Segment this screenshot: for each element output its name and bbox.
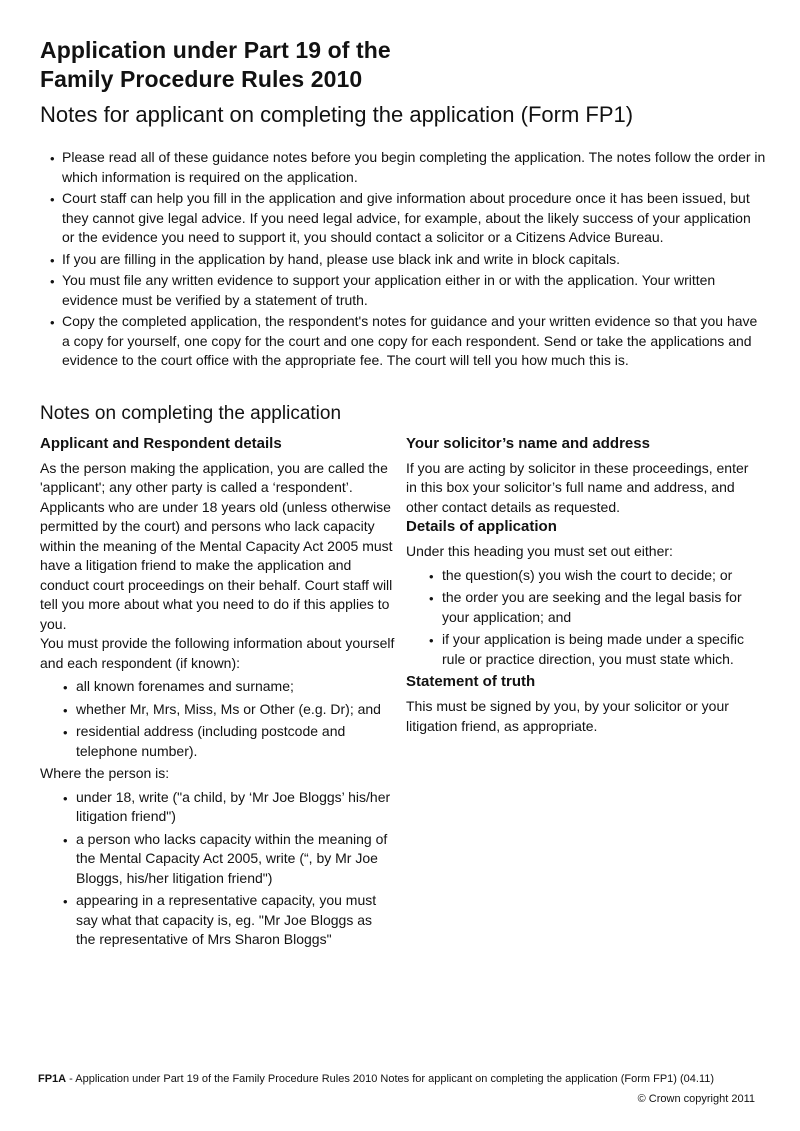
provide-info-item [63,722,395,761]
right-column [406,434,761,953]
provide-info-item [63,700,395,720]
statement-of-truth-heading: Statement of truth [406,673,536,690]
intro-note-text: Copy the completed application, the respondent's notes for guidance and your written evidence so that you have a copy for yourself, one copy for the court and one copy for each respondent. Send or take the applications and evidence to the court office with the appropriate fee. The court will tell you how much this is. [62,313,758,368]
where-person-text: appearing in a representative capacity, you must say what that capacity is, eg. "Mr Joe Bloggs as the representative of Mrs Sharon Bloggs" [76,892,377,947]
intro-note-text: You must file any written evidence to support your application either in or with the application. Your written evidence must be verified by a statement of truth. [62,272,716,308]
where-person-text: a person who lacks capacity within the meaning of the Mental Capacity Act 2005, write (“, by Mr Joe Bloggs, his/her litigation friend") [76,830,388,886]
intro-note-item [40,271,766,310]
page-subtitle: Notes for applicant on completing the application (Form FP1) [40,102,634,127]
details-item [429,630,761,669]
where-person-item [63,891,395,950]
solicitor-paragraph: If you are acting by solicitor in these proceedings, enter in this box your solicitor’s full name and address, and other contact details as requested. [406,459,749,515]
details-of-application-heading: Details of application [406,518,557,535]
details-item-text: if your application is being made under a specific rule or practice direction, you must state which. [442,631,744,667]
applicant-respondent-paragraph: As the person making the application, you are called the 'applicant'; any other party is called a ‘respondent’. Applicants who are under 18 years old (unless otherwise permitted by the court) and persons who lack capacity within the meaning of the Mental Capacity Act 2005 must have a litigation friend to make the application and conduct court proceedings on their behalf. Court staff will tell you more about what you need to do if this applies to you. [40,459,393,632]
intro-notes-list [40,148,766,371]
provide-info-text: residential address (including postcode and telephone number). [76,723,346,759]
statement-of-truth-paragraph: This must be signed by you, by your solicitor or your litigation friend, as appropriate. [406,698,729,734]
provide-info-text: whether Mr, Mrs, Miss, Ms or Other (e.g. Dr); and [76,700,381,717]
intro-note-text: Please read all of these guidance notes before you begin completing the application. The notes follow the order in which information is required on the application. [62,149,766,185]
page-title [40,36,766,94]
details-item-text: the order you are seeking and the legal basis for your application; and [442,589,742,625]
details-of-application-list [406,566,761,670]
notes-columns [40,434,766,953]
where-person-paragraph: Where the person is: [40,765,170,781]
where-person-text: under 18, write ("a child, by ‘Mr Joe Bloggs’ his/her litigation friend") [76,788,391,824]
applicant-respondent-heading: Applicant and Respondent details [40,434,282,452]
document-header [40,36,766,128]
form-reference-line [38,1072,755,1086]
intro-note-text: If you are filling in the application by hand, please use black ink and write in block capitals. [62,250,620,267]
details-item [429,566,761,586]
form-code: FP1A [38,1073,67,1085]
details-item [429,588,761,627]
left-column [40,434,395,953]
solicitor-heading: Your solicitor’s name and address [406,434,650,452]
intro-note-item [40,148,766,187]
intro-note-text: Court staff can help you fill in the application and give information about procedure once it has been issued, but they cannot give legal advice. If you need legal advice, for example, about the likely success of your application or the evidence you need to support it, you should contact a solicitor or a Citizens Advice Bureau. [62,190,751,245]
provide-info-text: all known forenames and surname; [76,678,294,694]
intro-note-item [40,312,766,371]
section-heading: Notes on completing the application [40,402,342,424]
page-title-line2: Family Procedure Rules 2010 [40,66,363,92]
form-reference-text: - Application under Part 19 of the Family Procedure Rules 2010 Notes for applicant on completing the application (Form FP1) (04.11) [66,1073,715,1085]
where-person-list [40,788,395,950]
where-person-item [63,830,395,889]
provide-info-item [63,677,395,697]
page-title-line1: Application under Part 19 of the [40,37,391,63]
document-footer [38,1072,755,1106]
copyright-notice: © Crown copyright 2011 [637,1093,755,1105]
where-person-item [63,788,395,827]
intro-note-item [40,250,766,270]
provide-info-list [40,677,395,761]
details-of-application-paragraph: Under this heading you must set out either: [406,543,673,559]
provide-info-paragraph: You must provide the following information about yourself and each respondent (if known): [40,635,395,671]
details-item-text: the question(s) you wish the court to decide; or [442,566,733,583]
intro-note-item [40,189,766,248]
